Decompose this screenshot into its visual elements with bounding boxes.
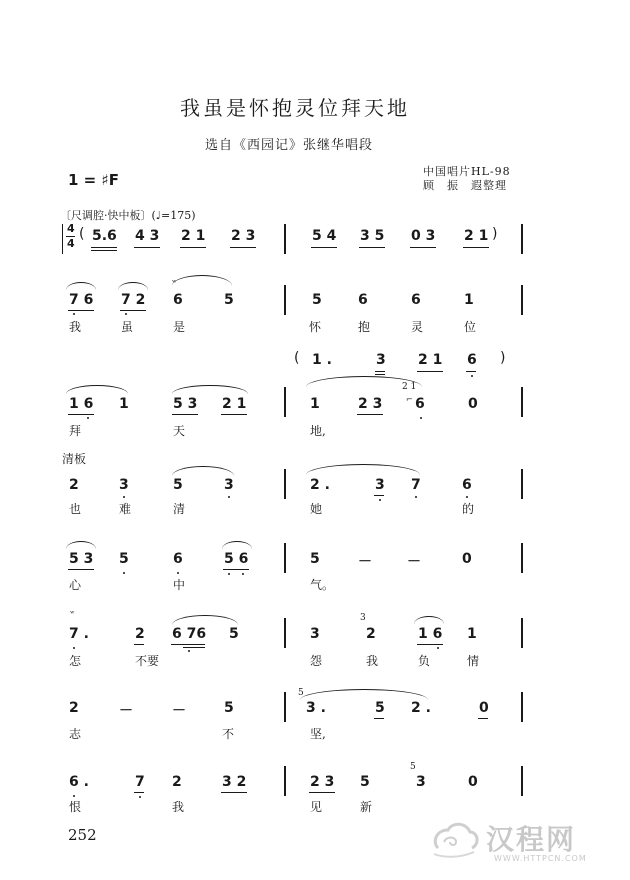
note: 3 2 xyxy=(222,774,247,790)
barline xyxy=(521,766,523,796)
note: 6 xyxy=(411,292,421,308)
note: 7 . xyxy=(69,626,89,642)
lyric: 气。 xyxy=(310,578,335,592)
note: 3 xyxy=(224,477,234,493)
octave-dot xyxy=(139,796,141,798)
slur xyxy=(172,466,234,476)
note: 5 xyxy=(312,292,322,308)
beam xyxy=(311,247,337,248)
lyric: 天 xyxy=(173,424,186,438)
barline xyxy=(521,618,523,648)
note: 6 xyxy=(415,396,425,412)
note: 1 xyxy=(467,626,477,642)
note: 2 3 xyxy=(358,396,383,412)
lyric: 新 xyxy=(360,800,373,814)
note: 5 xyxy=(360,774,370,790)
note: 5 xyxy=(119,551,129,567)
lyric: 不要 xyxy=(135,654,160,668)
grace-note: 5 xyxy=(298,688,304,698)
interlude-paren: ( xyxy=(294,350,300,366)
key-signature: 1 = ♯F xyxy=(68,171,119,189)
beam xyxy=(359,247,385,248)
note: 0 xyxy=(468,774,478,790)
interlude-paren: ) xyxy=(500,350,506,366)
note: 6 xyxy=(173,292,183,308)
beam xyxy=(134,247,160,248)
lyric: 我 xyxy=(69,320,82,334)
note: － xyxy=(172,703,186,719)
beam xyxy=(466,371,476,372)
intro-note: 5.6 xyxy=(92,228,117,244)
lyric: 的 xyxy=(462,502,475,516)
octave-dot xyxy=(471,375,473,377)
barline xyxy=(284,224,286,254)
barline xyxy=(284,766,286,796)
note: － xyxy=(119,703,133,719)
interlude-note: 3 xyxy=(376,352,386,368)
lyric: 坚, xyxy=(310,727,326,741)
beam xyxy=(120,310,146,311)
lyric: 中 xyxy=(173,578,186,592)
barline xyxy=(284,692,286,722)
beam xyxy=(221,414,247,415)
beam xyxy=(134,792,144,793)
octave-dot xyxy=(123,496,125,498)
lyric: 位 xyxy=(464,320,477,334)
note: － xyxy=(358,554,372,570)
grace-note: 2 1 xyxy=(402,382,417,392)
beam xyxy=(463,247,489,248)
beam xyxy=(417,371,443,372)
slur xyxy=(118,282,148,290)
note: 2 3 xyxy=(310,774,335,790)
beam xyxy=(230,247,256,248)
barline xyxy=(521,469,523,499)
octave-dot xyxy=(242,573,244,575)
note: 5 xyxy=(173,477,183,493)
beam xyxy=(221,792,247,793)
beam xyxy=(183,647,205,648)
barline xyxy=(521,387,523,417)
interlude-note: 1 . xyxy=(312,352,332,368)
lyric: 怨 xyxy=(310,654,323,668)
note: 3 xyxy=(416,774,426,790)
note: 2 xyxy=(366,626,376,642)
octave-dot xyxy=(73,313,75,315)
note: 5 xyxy=(224,292,234,308)
grace-note: 5 xyxy=(410,762,416,772)
intro-note: 2 1 xyxy=(464,228,489,244)
time-signature-top: 4 xyxy=(67,222,75,235)
watermark-url: WWW.HTTPCN.COM xyxy=(494,854,587,863)
intro-note: 5 4 xyxy=(312,228,337,244)
slur xyxy=(172,275,232,286)
lyric: 情 xyxy=(467,654,480,668)
tie xyxy=(300,689,428,700)
barline xyxy=(284,285,286,315)
note: 5 6 xyxy=(224,551,249,567)
note: 3 xyxy=(310,626,320,642)
lyric: 是 xyxy=(173,320,186,334)
beam xyxy=(171,644,205,645)
octave-dot xyxy=(73,647,75,649)
song-title: 我虽是怀抱灵位拜天地 xyxy=(180,96,410,120)
beam xyxy=(68,414,94,415)
barline xyxy=(284,469,286,499)
barline xyxy=(284,543,286,573)
beam xyxy=(172,414,198,415)
beam xyxy=(417,644,443,645)
beam xyxy=(478,718,488,719)
beam xyxy=(180,247,206,248)
octave-dot xyxy=(73,795,75,797)
note: 1 xyxy=(310,396,320,412)
time-signature-bottom: 4 xyxy=(67,237,75,250)
lyric: 怀 xyxy=(309,320,322,334)
interlude-note: 2 1 xyxy=(418,352,443,368)
octave-dot xyxy=(125,313,127,315)
slur xyxy=(66,541,96,549)
interlude-note: 6 xyxy=(467,352,477,368)
beam xyxy=(68,569,94,570)
note: 5 3 xyxy=(69,551,94,567)
beam xyxy=(68,310,94,311)
note: 1 6 xyxy=(418,626,443,642)
lyric: 心 xyxy=(69,578,82,592)
lyric: 见 xyxy=(310,800,323,814)
lyric: 志 xyxy=(69,727,82,741)
note: 5 xyxy=(375,700,385,716)
barline xyxy=(521,224,523,254)
octave-dot xyxy=(420,417,422,419)
lyric: 怎 xyxy=(69,654,82,668)
note: 1 xyxy=(464,292,474,308)
lyric: 难 xyxy=(119,502,132,516)
lyric: 灵 xyxy=(411,320,424,334)
barline xyxy=(284,618,286,648)
barline-start xyxy=(62,224,63,254)
lyric: 抱 xyxy=(358,320,371,334)
record-number: 中国唱片HL-98 xyxy=(423,165,511,178)
note: 6 xyxy=(173,551,183,567)
grace-stroke: ⌐ xyxy=(406,395,413,404)
intro-note: 3 5 xyxy=(360,228,385,244)
lyric: 负 xyxy=(418,654,431,668)
note: 2 xyxy=(69,477,79,493)
tempo-marking: 〔尺调腔·快中板〕(♩=175) xyxy=(60,209,196,222)
page-number: 252 xyxy=(68,826,97,844)
beam xyxy=(91,247,117,248)
mordent-mark: ʷ xyxy=(172,278,177,287)
beam xyxy=(223,569,249,570)
slur xyxy=(222,541,252,549)
barline xyxy=(521,285,523,315)
lyric: 清 xyxy=(173,502,186,516)
note: 7 xyxy=(411,477,421,493)
beam xyxy=(91,250,117,251)
beam xyxy=(134,644,144,645)
slur xyxy=(66,385,128,394)
note: 1 6 xyxy=(69,396,94,412)
slur xyxy=(172,615,238,625)
note: 0 xyxy=(479,700,489,716)
note: 0 xyxy=(462,551,472,567)
cloud-swirl-icon xyxy=(430,818,480,862)
beam xyxy=(410,247,436,248)
note: 2 . xyxy=(310,477,330,493)
lyric: 我 xyxy=(172,800,185,814)
intro-note: 2 1 xyxy=(181,228,206,244)
arranger-credit: 顾 振 遐整理 xyxy=(423,179,507,192)
note: 6 . xyxy=(69,774,89,790)
watermark-text: 汉程网 xyxy=(486,823,577,856)
lyric: 也 xyxy=(69,502,82,516)
note: 6 xyxy=(462,477,472,493)
note: 3 xyxy=(375,477,385,493)
beam xyxy=(357,414,383,415)
note: 7 xyxy=(135,774,145,790)
beam xyxy=(375,371,385,372)
note: － xyxy=(407,554,421,570)
lyric: 恨 xyxy=(69,800,82,814)
octave-dot xyxy=(87,417,89,419)
octave-dot xyxy=(188,650,190,652)
intro-close-paren: ) xyxy=(492,226,498,242)
slur xyxy=(66,282,96,290)
slur xyxy=(414,616,444,624)
lyric: 不 xyxy=(222,727,235,741)
note: 5 xyxy=(310,551,320,567)
lyric: 地, xyxy=(310,424,326,438)
beam xyxy=(374,718,384,719)
octave-dot xyxy=(437,647,439,649)
section-label: 清板 xyxy=(62,452,87,466)
note: 2 xyxy=(135,626,145,642)
note: 1 xyxy=(119,396,129,412)
barline xyxy=(284,387,286,417)
beam xyxy=(309,792,335,793)
note: 3 xyxy=(119,477,129,493)
beam xyxy=(375,374,385,375)
octave-dot xyxy=(415,496,417,498)
note: 7 2 xyxy=(121,292,146,308)
octave-dot xyxy=(228,496,230,498)
note: 6 76 xyxy=(172,626,207,642)
note: 5 3 xyxy=(173,396,198,412)
octave-dot xyxy=(177,572,179,574)
note: 2 . xyxy=(411,700,431,716)
note: 2 1 xyxy=(222,396,247,412)
intro-note: 4 3 xyxy=(135,228,160,244)
note: 2 xyxy=(172,774,182,790)
song-subtitle: 选自《西园记》张继华唱段 xyxy=(205,138,374,153)
lyric: 拜 xyxy=(69,424,82,438)
octave-dot xyxy=(123,572,125,574)
grace-note: 3 xyxy=(360,613,366,623)
octave-dot xyxy=(228,573,230,575)
note: 5 xyxy=(229,626,239,642)
intro-open-paren: ( xyxy=(79,226,85,242)
watermark-logo xyxy=(430,814,620,874)
intro-note: 0 3 xyxy=(411,228,436,244)
slur xyxy=(306,464,420,475)
lyric: 虽 xyxy=(121,320,134,334)
note: 2 xyxy=(69,700,79,716)
note: 7 6 xyxy=(69,292,94,308)
note: 0 xyxy=(468,396,478,412)
lyric: 我 xyxy=(366,654,379,668)
slur xyxy=(172,385,248,394)
beam xyxy=(374,495,384,496)
lyric: 她 xyxy=(310,502,323,516)
note: 6 xyxy=(358,292,368,308)
note: 5 xyxy=(224,700,234,716)
note: 3 . xyxy=(306,700,326,716)
octave-dot xyxy=(466,496,468,498)
barline xyxy=(521,543,523,573)
octave-dot xyxy=(379,499,381,501)
intro-note: 2 3 xyxy=(231,228,256,244)
mordent-mark: ʷ xyxy=(70,609,75,618)
barline xyxy=(521,692,523,722)
